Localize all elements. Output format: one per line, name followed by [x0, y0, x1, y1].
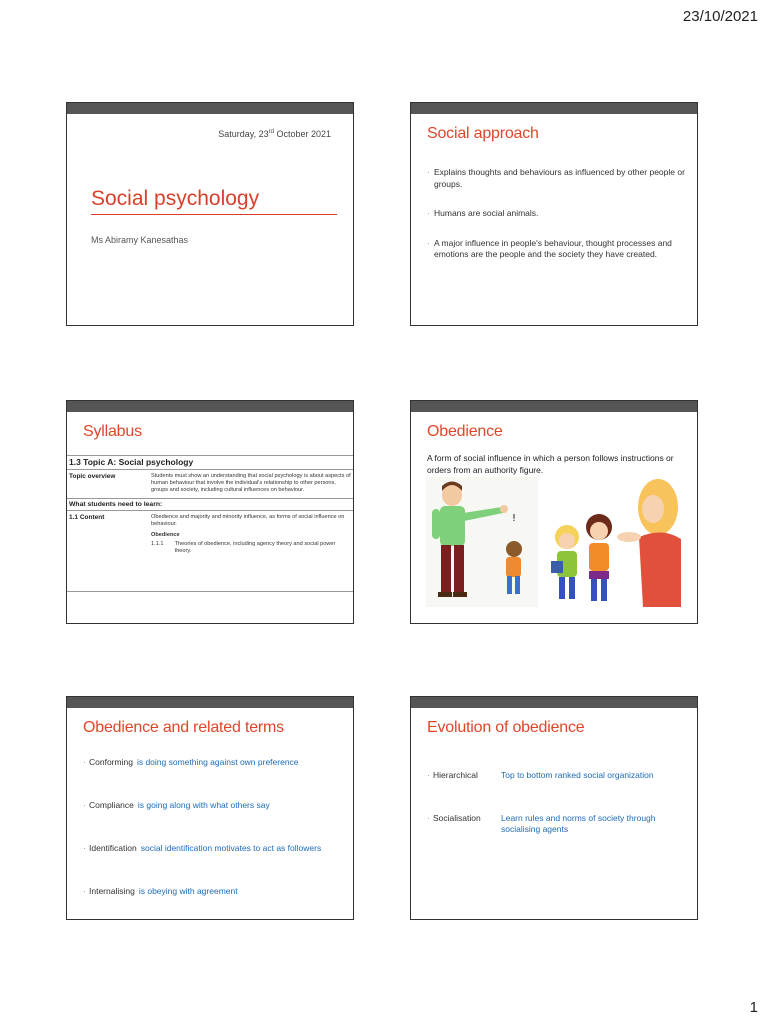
page-date: 23/10/2021 [682, 8, 758, 25]
slide-heading: Obedience and related terms [83, 719, 284, 736]
slide-related-terms [66, 696, 354, 920]
evolution-definition: Top to bottom ranked social organization [501, 770, 654, 780]
content-label: 1.1 Content [69, 514, 105, 521]
title-divider [91, 214, 337, 215]
term-item [83, 800, 353, 843]
overview-label: Topic overview [69, 473, 116, 480]
syllabus-topic-heading: 1.3 Topic A: Social psychology [67, 455, 353, 470]
syllabus-item [151, 541, 351, 555]
slide-syllabus [66, 400, 354, 624]
bullet-item: · Explains thoughts and behaviours as influenced by other people or groups. [427, 167, 685, 190]
term-item [83, 886, 353, 920]
slide-heading: Obedience [427, 423, 503, 440]
slide-evolution [410, 696, 698, 920]
date-ordinal: rd [268, 129, 274, 135]
evolution-term: · Hierarchical [433, 770, 478, 780]
slide-heading: Social approach [427, 125, 539, 142]
slide-date [218, 129, 331, 139]
evolution-item [427, 770, 689, 782]
overview-text: Students must show an understanding that social psychology is about aspects of human behaviour that involve the individual's relationship to other persons, groups and society, including cultural influences on behaviour. [151, 473, 351, 493]
term-definition: social identification motivates to act as followers [140, 843, 322, 853]
term-definition: is obeying with agreement [138, 886, 238, 896]
learn-heading: What students need to learn: [67, 498, 353, 511]
content-block [151, 514, 351, 555]
terms-list [83, 757, 353, 920]
slide-topbar [411, 697, 697, 708]
term-name: Identification [89, 843, 137, 853]
bullet-item: · A major influence in people's behaviour, thought processes and emotions are the people and the society they have created. [427, 238, 685, 261]
slide-heading: Syllabus [83, 423, 142, 440]
item-number: 1.1.1 [151, 541, 164, 547]
slide-topbar [67, 103, 353, 114]
bullet-item: · Humans are social animals. [427, 208, 685, 220]
evolution-item [427, 813, 689, 836]
evolution-term: · Socialisation [433, 812, 481, 823]
slide-topbar [67, 697, 353, 708]
obedience-definition: A form of social influence in which a person follows instructions or orders from an authority figure. [427, 453, 674, 475]
page-number: 1 [749, 999, 758, 1016]
slide-title [66, 102, 354, 326]
presentation-title: Social psychology [91, 187, 260, 210]
slide-topbar [67, 401, 353, 412]
term-item [83, 757, 353, 800]
evolution-definition: Learn rules and norms of society through socialising agents [501, 812, 656, 834]
bullet-list [427, 167, 685, 279]
slide-obedience [410, 400, 698, 624]
syllabus-overview-row [67, 470, 353, 494]
syllabus-bottom-rule [67, 591, 353, 592]
date-month-year: October 2021 [273, 129, 331, 139]
evolution-list [427, 770, 689, 867]
term-definition: is doing something against own preference [136, 757, 299, 767]
obedience-label: Obedience [151, 532, 180, 538]
syllabus-excerpt [67, 455, 353, 555]
term-name: Conforming [89, 757, 133, 767]
syllabus-content-row [67, 511, 353, 555]
content-text: Obedience and majority and minority influence, as forms of social influence on behaviour. [151, 514, 345, 527]
term-name: Internalising [89, 886, 135, 896]
author-name: Ms Abiramy Kanesathas [91, 235, 189, 245]
term-name: Compliance [89, 800, 134, 810]
scolding-illustration [426, 477, 538, 607]
children-illustration [543, 477, 681, 607]
slide-social-approach [410, 102, 698, 326]
svg-text:!: ! [512, 513, 517, 524]
slide-heading: Evolution of obedience [427, 719, 585, 736]
date-day: Saturday, 23 [218, 129, 269, 139]
term-item [83, 843, 353, 886]
slide-topbar [411, 103, 697, 114]
item-text: Theories of obedience, including agency theory and social power theory. [174, 541, 336, 554]
slide-topbar [411, 401, 697, 412]
term-definition: is going along with what others say [137, 800, 270, 810]
